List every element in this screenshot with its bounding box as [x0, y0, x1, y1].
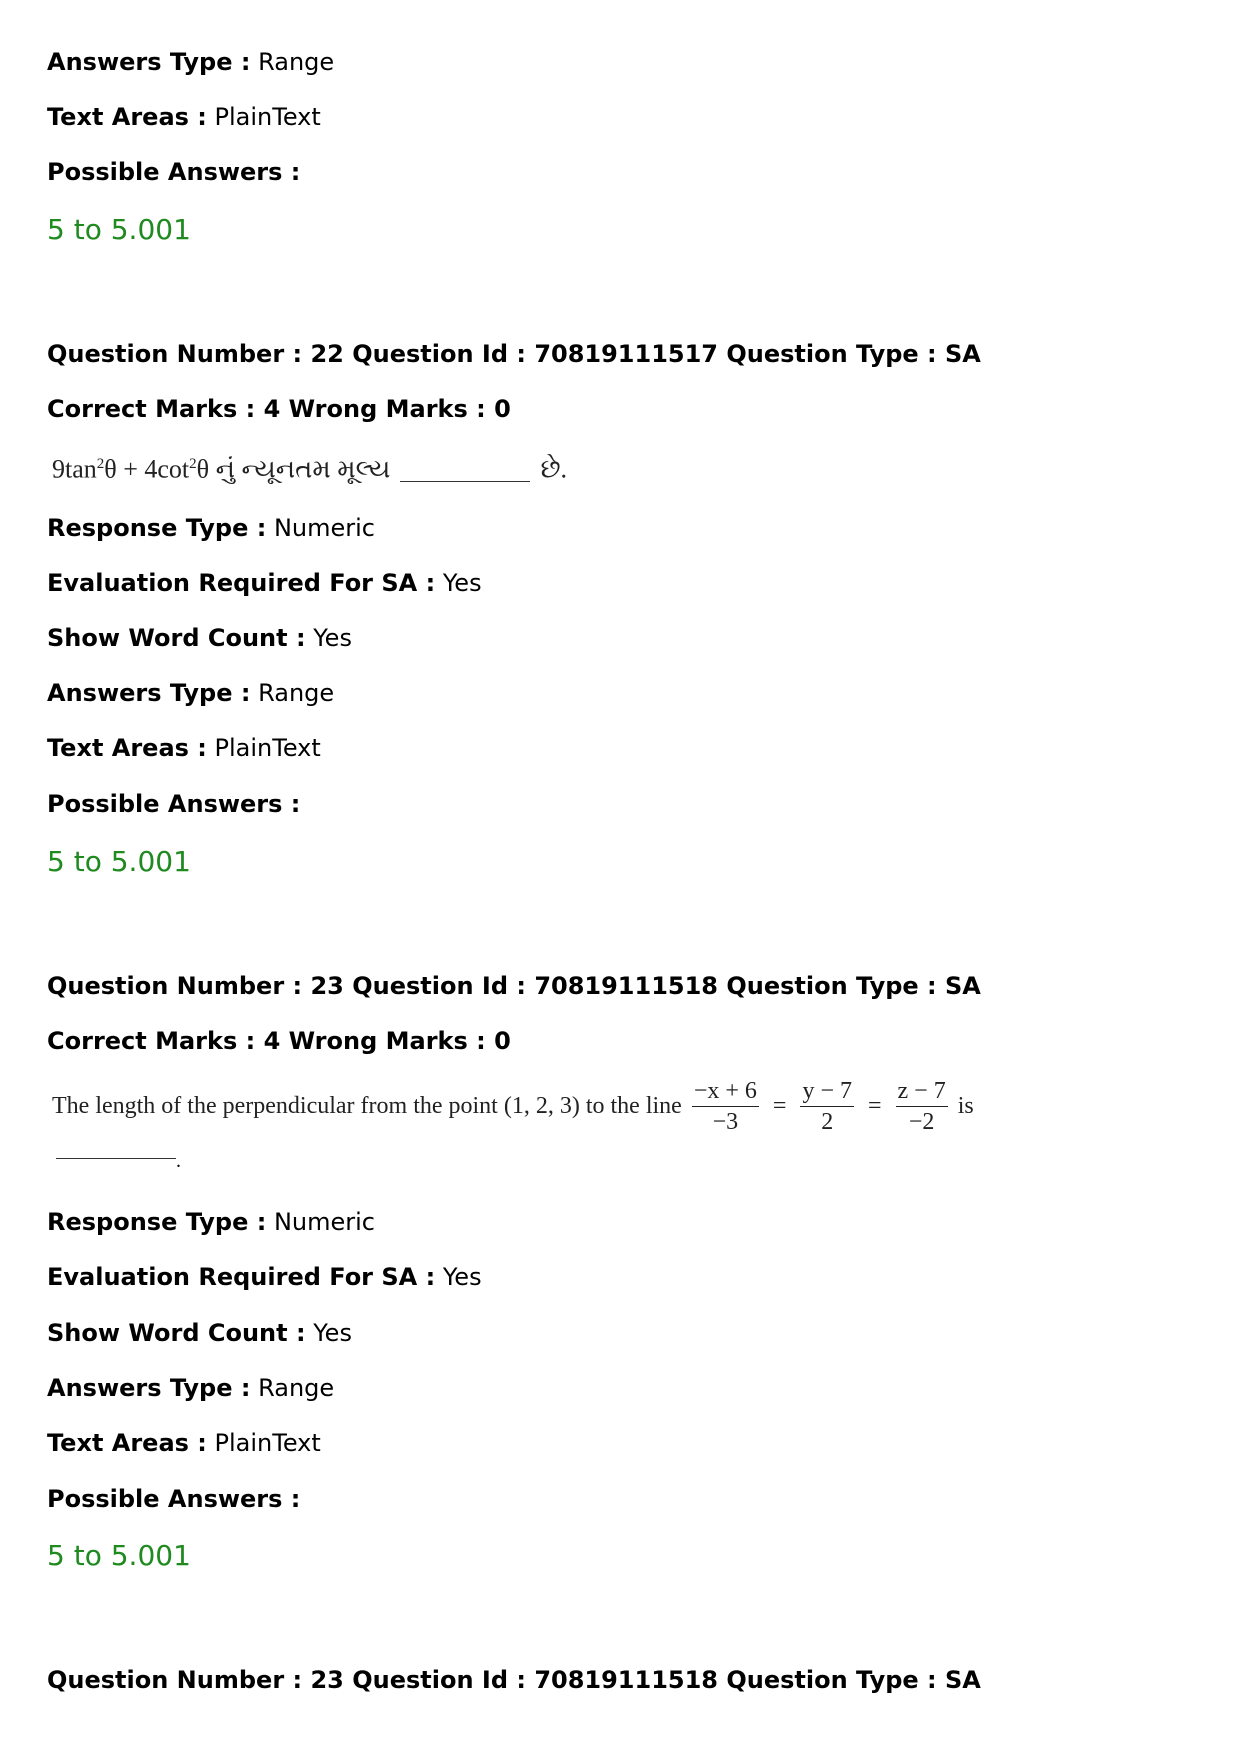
question-text	[52, 444, 567, 484]
possible-answers-label: Possible Answers :	[47, 158, 301, 186]
question-header-text: Question Number : 22 Question Id : 70819111517 Question Type : SA	[47, 340, 981, 368]
fraction	[800, 1076, 854, 1137]
marks-row	[47, 393, 511, 425]
evaluation-row	[47, 567, 482, 599]
expr-part: 9tan	[52, 454, 97, 484]
word-count-value: Yes	[313, 624, 352, 652]
marks-row	[47, 1025, 511, 1057]
response-type-value: Numeric	[273, 1208, 375, 1236]
answers-type-value: Range	[258, 48, 335, 76]
question-text-end: is	[957, 1093, 974, 1119]
word-count-row	[47, 1317, 352, 1349]
evaluation-value: Yes	[442, 569, 482, 597]
possible-answers-row	[47, 156, 300, 188]
word-count-label: Show Word Count :	[47, 1319, 306, 1347]
word-count-label: Show Word Count :	[47, 624, 306, 652]
expr-part: θ + 4cot	[104, 454, 190, 484]
equals-sign: =	[772, 1093, 787, 1119]
response-type-row	[47, 1206, 375, 1238]
answers-type-value: Range	[258, 679, 335, 707]
answer-blank	[56, 1158, 176, 1159]
response-type-label: Response Type :	[47, 514, 267, 542]
answers-type-label: Answers Type :	[47, 48, 251, 76]
question-header-text: Question Number : 23 Question Id : 70819111518 Question Type : SA	[47, 972, 981, 1000]
fraction-denominator: 2	[821, 1109, 834, 1135]
possible-answer-value: 5 to 5.001	[47, 1539, 191, 1572]
marks-text: Correct Marks : 4 Wrong Marks : 0	[47, 1027, 511, 1055]
question-header	[47, 338, 981, 370]
text-areas-label: Text Areas :	[47, 1429, 207, 1457]
fraction-numerator: z − 7	[896, 1076, 948, 1107]
question-text	[52, 1076, 974, 1156]
equals-sign: =	[867, 1093, 882, 1119]
text-areas-label: Text Areas :	[47, 103, 207, 131]
blank-period: .	[176, 1150, 181, 1172]
evaluation-label: Evaluation Required For SA :	[47, 1263, 436, 1291]
word-count-value: Yes	[313, 1319, 352, 1347]
question-header	[47, 970, 981, 1002]
possible-answer-value: 5 to 5.001	[47, 845, 191, 878]
fraction-numerator: y − 7	[800, 1076, 854, 1107]
fraction-numerator: −x + 6	[692, 1076, 759, 1107]
possible-answers-label: Possible Answers :	[47, 790, 301, 818]
fraction	[896, 1076, 948, 1137]
text-areas-value: PlainText	[214, 1429, 321, 1457]
text-areas-value: PlainText	[214, 103, 321, 131]
answers-type-row	[47, 46, 334, 78]
possible-answers-row	[47, 788, 300, 820]
question-header-text: Question Number : 23 Question Id : 70819111518 Question Type : SA	[47, 1666, 981, 1694]
possible-answer-value: 5 to 5.001	[47, 213, 191, 246]
text-areas-row	[47, 732, 321, 764]
answer-blank	[400, 480, 530, 482]
fraction-denominator: −3	[712, 1109, 739, 1135]
question-header	[47, 1664, 981, 1696]
word-count-row	[47, 622, 352, 654]
answers-type-row	[47, 677, 334, 709]
response-type-row	[47, 512, 375, 544]
expr-end: છે.	[540, 454, 568, 484]
possible-answers-label: Possible Answers :	[47, 1485, 301, 1513]
text-areas-value: PlainText	[214, 734, 321, 762]
answers-type-label: Answers Type :	[47, 679, 251, 707]
response-type-value: Numeric	[273, 514, 375, 542]
fraction	[692, 1076, 759, 1137]
text-areas-row	[47, 101, 321, 133]
answers-type-label: Answers Type :	[47, 1374, 251, 1402]
question-text-main: The length of the perpendicular from the point (1, 2, 3) to the line	[52, 1093, 682, 1119]
fraction-denominator: −2	[908, 1109, 935, 1135]
expr-sup: 2	[189, 456, 197, 472]
answers-type-value: Range	[258, 1374, 335, 1402]
response-type-label: Response Type :	[47, 1208, 267, 1236]
expr-part: θ નું ન્યૂનતમ મૂલ્ય	[196, 454, 391, 484]
evaluation-row	[47, 1261, 482, 1293]
possible-answers-row	[47, 1483, 300, 1515]
evaluation-value: Yes	[442, 1263, 482, 1291]
expr-sup: 2	[96, 456, 105, 472]
text-areas-label: Text Areas :	[47, 734, 207, 762]
marks-text: Correct Marks : 4 Wrong Marks : 0	[47, 395, 511, 423]
text-areas-row	[47, 1427, 321, 1459]
answers-type-row	[47, 1372, 334, 1404]
evaluation-label: Evaluation Required For SA :	[47, 569, 436, 597]
